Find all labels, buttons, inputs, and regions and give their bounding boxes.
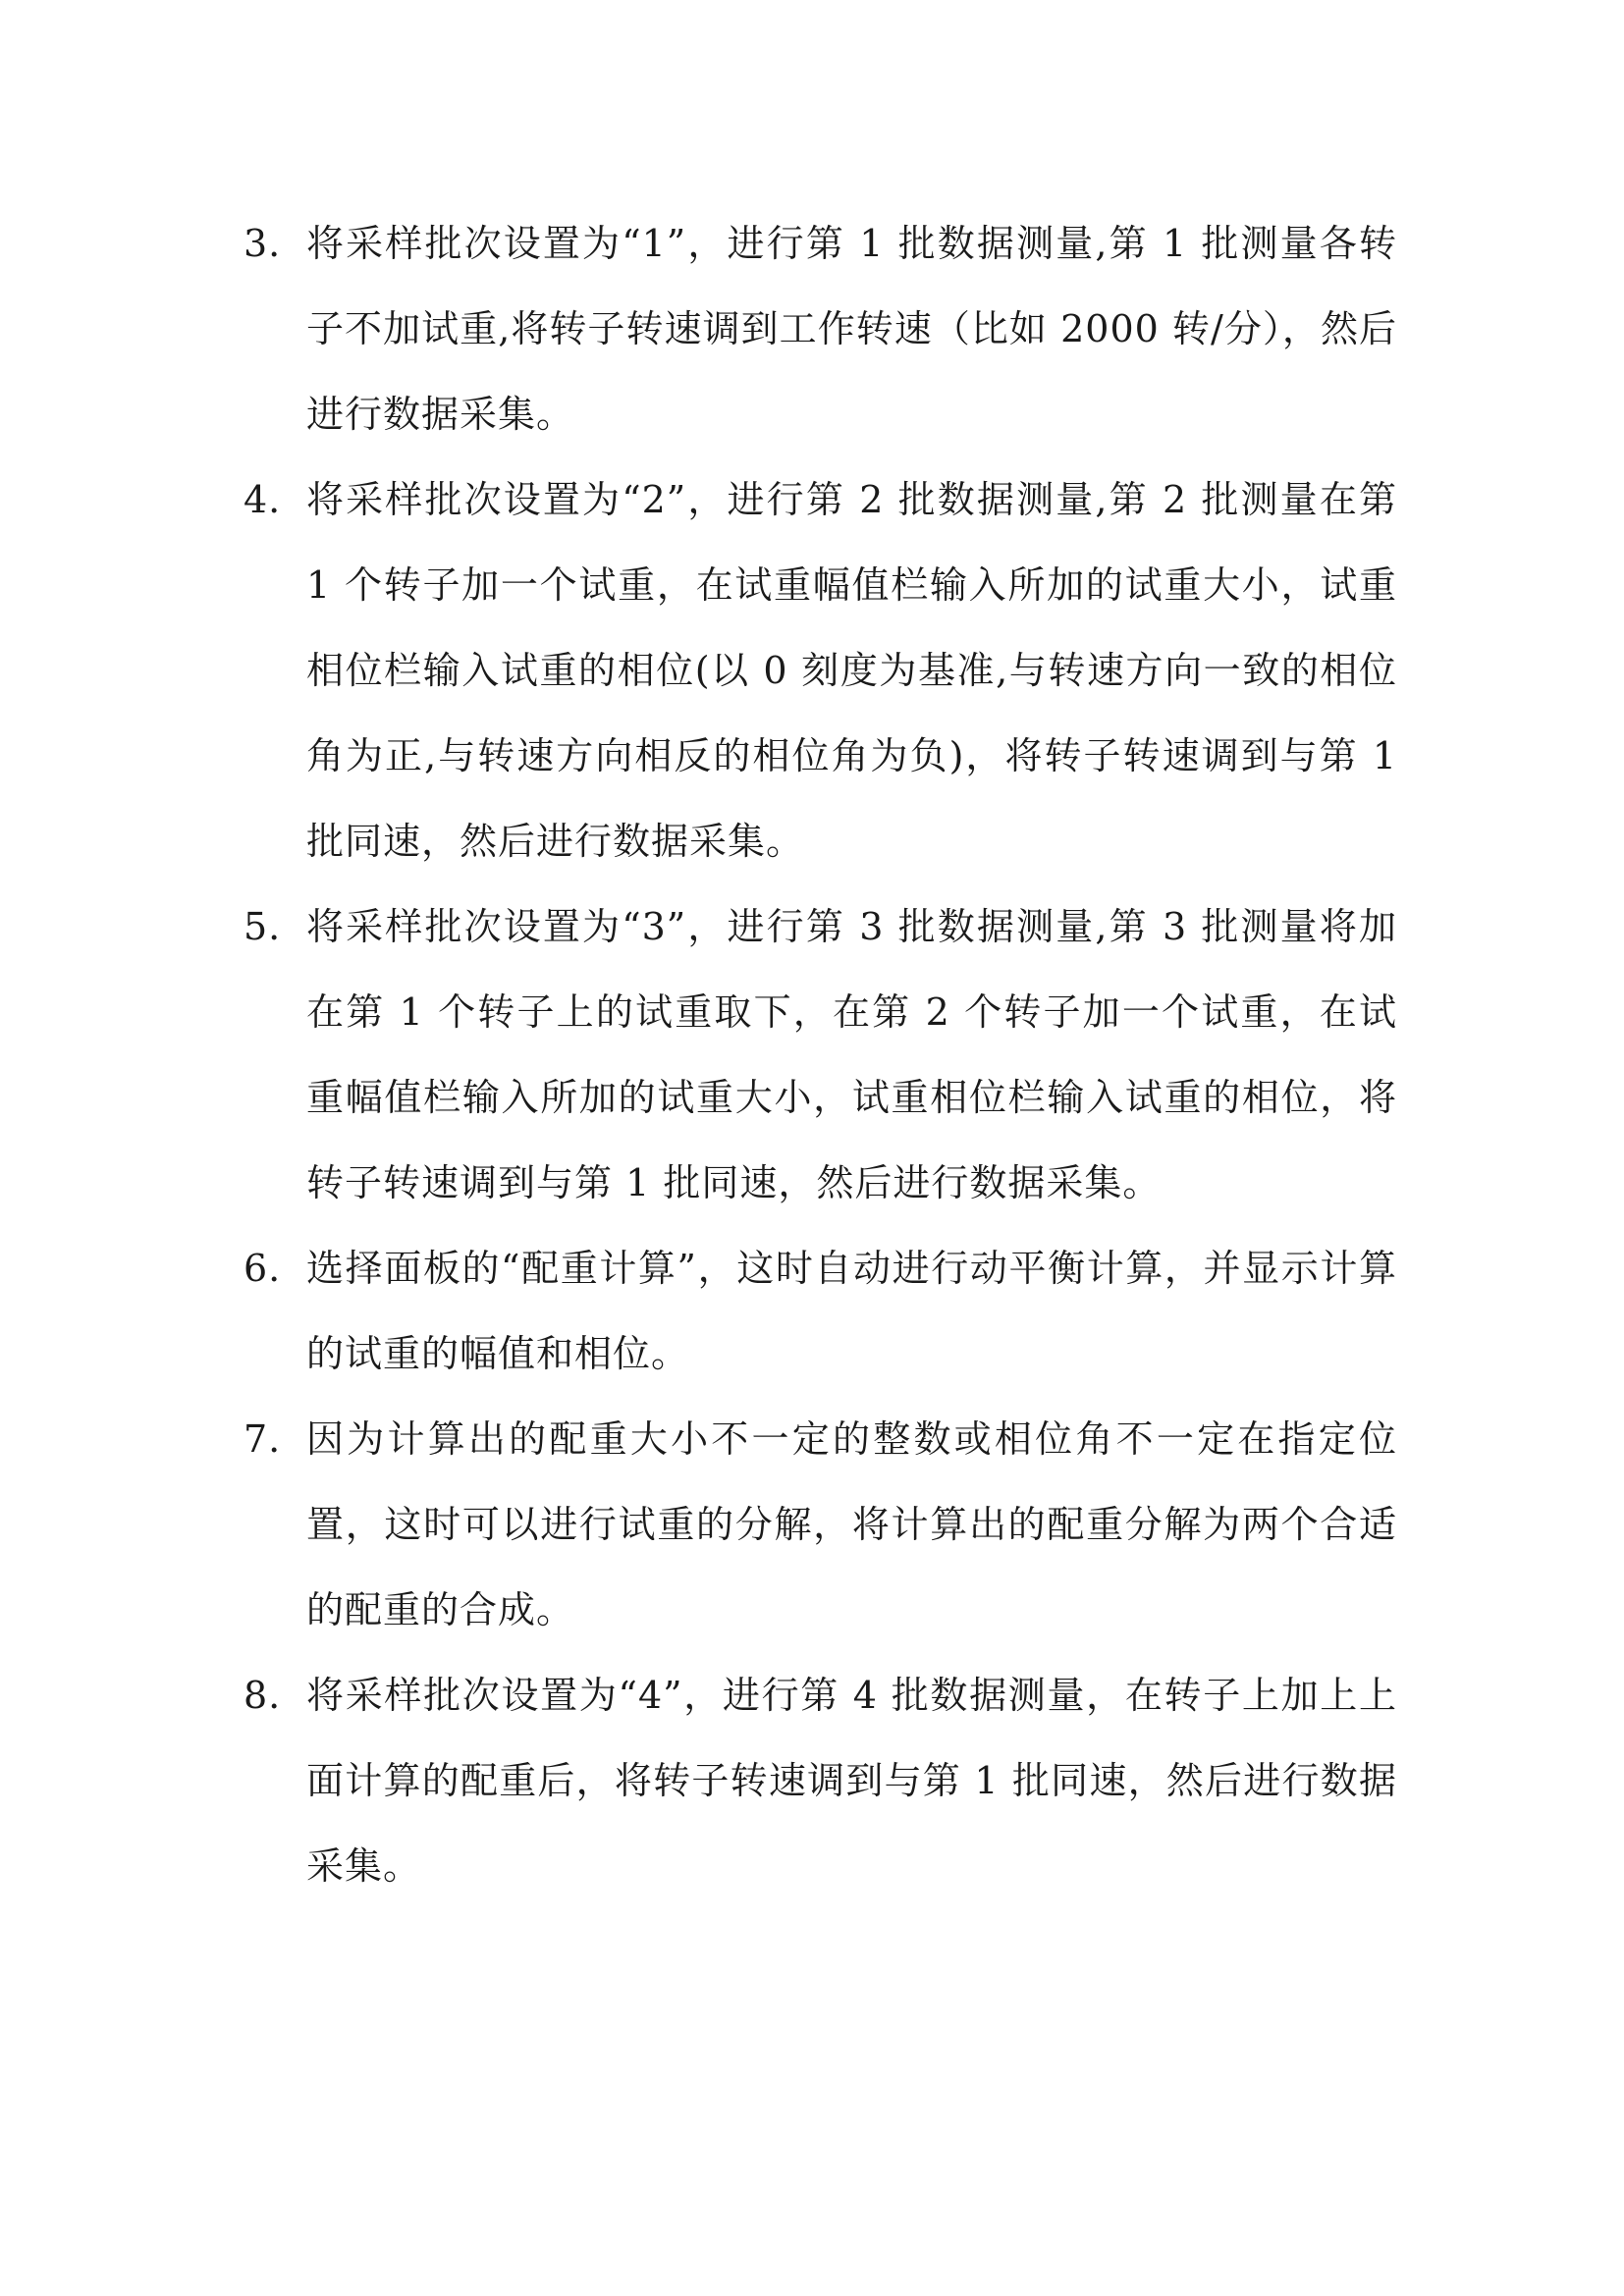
step-text: 将采样批次设置为“1”，进行第 1 批数据测量,第 1 批测量各转子不加试重,将转子转速调到工作转速（比如 2000 转/分），然后进行数据采集。 <box>306 222 1397 436</box>
step-7 <box>244 1397 1397 1653</box>
step-text: 将采样批次设置为“3”，进行第 3 批数据测量,第 3 批测量将加在第 1 个转子上的试重取下，在第 2 个转子加一个试重，在试重幅值栏输入所加的试重大小，试重相位栏输入试重的相位，将转子转速调到与第 1 批同速，然后进行数据采集。 <box>306 905 1397 1204</box>
step-number: 6. <box>244 1247 282 1290</box>
step-5 <box>244 884 1397 1226</box>
step-4 <box>244 457 1397 884</box>
step-text: 选择面板的“配重计算”，这时自动进行动平衡计算，并显示计算的试重的幅值和相位。 <box>306 1247 1397 1375</box>
step-number: 8. <box>244 1674 282 1717</box>
step-text: 将采样批次设置为“2”，进行第 2 批数据测量,第 2 批测量在第 1 个转子加一个试重，在试重幅值栏输入所加的试重大小，试重相位栏输入试重的相位(以 0 刻度为基准,与转速方向一致的相位角为正,与转速方向相反的相位角为负)，将转子转速调到与第 1 批同速，然后进行数据采集。 <box>306 478 1397 863</box>
step-6 <box>244 1226 1397 1397</box>
step-number: 4. <box>244 478 282 521</box>
procedure-steps <box>244 201 1397 1909</box>
step-8 <box>244 1653 1397 1909</box>
step-number: 7. <box>244 1417 282 1461</box>
step-number: 5. <box>244 905 282 948</box>
step-text: 将采样批次设置为“4”，进行第 4 批数据测量，在转子上加上上面计算的配重后，将转子转速调到与第 1 批同速，然后进行数据采集。 <box>306 1674 1397 1888</box>
step-number: 3. <box>244 222 282 265</box>
step-text: 因为计算出的配重大小不一定的整数或相位角不一定在指定位置，这时可以进行试重的分解，将计算出的配重分解为两个合适的配重的合成。 <box>306 1417 1397 1631</box>
step-3 <box>244 201 1397 457</box>
